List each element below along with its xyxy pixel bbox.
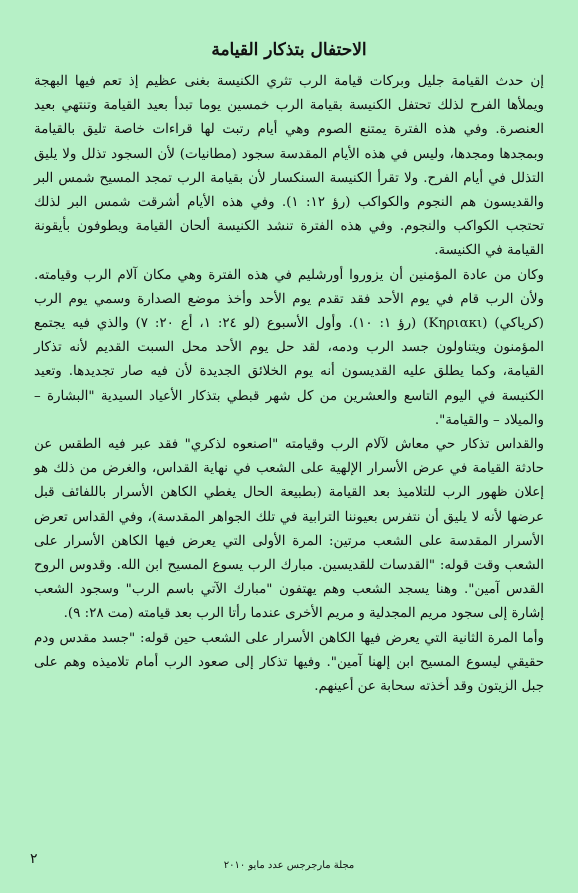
magazine-footer: مجلة مارجرجس عدد مايو ٢٠١٠ [223,860,355,871]
paragraph-4: وأما المرة الثانية التي يعرض فيها الكاهن الأسرار على الشعب حين قوله: "جسد مقدس ودم حقيقي ليسوع المسيح ابن إلهنا آمين". وفيها تذكار إلى صعود الرب أمام تلاميذه وهم على جبل الزيتون وقد أخذته سحابة عن أعينهم. [34,630,544,695]
page-number: ٢ [30,851,38,867]
paragraph-3: والقداس تذكار حي معاش لآلام الرب وقيامته "اصنعوه لذكري" فقد عبر فيه الطقس عن حادثة القيامة في عرض الأسرار الإلهية على الشعب في نهاية القداس، والغرض من ذلك هو إعلان ظهور الرب للتلاميذ بعد القيامة (بطبيعة الحال يغطي الكاهن الأسرار باللفائف قبل عرضها لأنه لا يليق أن نتفرس بعيوننا الترابية في تلك الجواهر المقدسة)، وفي القداس تعرض الأسرار المقدسة على الشعب مرتين: المرة الأولى التي يعرض فيها الكاهن الأسرار على الشعب وقت قوله: "القدسات للقديسين. مبارك الرب يسوع المسيح ابن الله. وقدوس الروح القدس آمين". وهنا يسجد الشعب وهم يهتفون "مبارك الآتي باسم الرب" وسجود الشعب إشارة إلى سجود مريم المجدلية و مريم الأخرى عندما رأتا الرب بعد قيامته (مت ٢٨: ٩). [34,437,544,622]
paragraph-1: إن حدث القيامة جليل وبركات قيامة الرب تثري الكنيسة بغنى عظيم إذ تعم فيها البهجة ويملأها الفرح لذلك تحتفل الكنيسة بقيامة الرب خمسين يوما تبدأ بعيد القيامة وتنتهي بعيد العنصرة. وفي هذه الفترة يمتنع الصوم وهي أيام رتبت لها قراءات خاصة تليق بالقيامة وبمجدها ومجدها، وليس في هذه الأيام المقدسة سجود (مطانيات) لأن السجود تذلل ولا يليق التذلل في أيام الفرح. ولا تقرأ الكنيسة السنكسار لأن بقيامة الرب تمجد المسيح شمس البر والقديسون هم النجوم والكواكب (رؤ ١٢: ١). وفي هذه الأيام أشرقت شمس البر لذلك تحتجب الكواكب والنجوم. وفي هذه الفترة تنشد الكنيسة ألحان القيامة ويطوفون بأيقونة القيامة في الكنيسة. [34,74,544,259]
paragraph-2: وكان من عادة المؤمنين أن يزوروا أورشليم في هذه الفترة وهي مكان آلام الرب وقيامته. ولأن الرب قام في يوم الأحد فقد تقدم يوم الأحد وأخذ موضع الصدارة وسمي يوم الرب (كرياكي) (Κηριακι) (رؤ ١: ١٠). وأول الأسبوع (لو ٢٤: ١، أع ٢٠: ٧) والذي فيه يجتمع المؤمنون ويتناولون جسد الرب ودمه، لقد حل يوم الأحد محل السبت القديم لأنه تذكار القيامة، وكما يطلق عليه القديسون أنه يوم الخلائق الجديدة لأن فيه صار تجديدها. وتعيد الكنيسة في اليوم التاسع والعشرين من كل شهر قبطي بتذكار الأعياد السيدية "البشارة –والميلاد – والقيامة". [34,267,544,428]
page-title: الاحتفال بتذكار القيامة [211,40,367,60]
article-body [34,70,544,699]
